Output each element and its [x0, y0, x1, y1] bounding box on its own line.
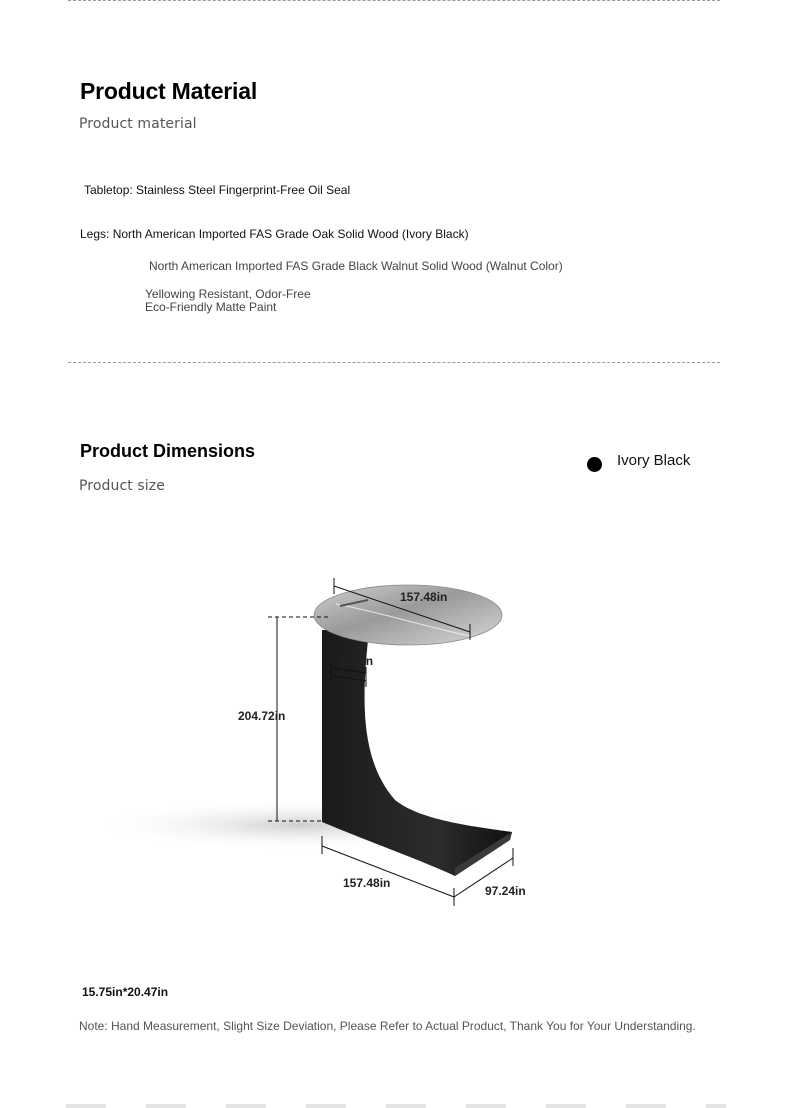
material-subtitle: Product material: [79, 116, 197, 132]
paint-spec-line1: Yellowing Resistant, Odor-Free: [145, 287, 311, 301]
legs-spec: Legs: North American Imported FAS Grade Oak Solid Wood (Ivory Black): [80, 227, 469, 241]
paint-spec-line2: Eco-Friendly Matte Paint: [145, 300, 277, 314]
bottom-strip: [66, 1104, 726, 1108]
material-title: Product Material: [80, 78, 258, 104]
dim-top-diameter: 157.48in: [400, 590, 448, 604]
dim-thickness: 2.36in: [339, 654, 374, 668]
legs-alt-spec: North American Imported FAS Grade Black Walnut Solid Wood (Walnut Color): [149, 259, 563, 273]
dim-height: 204.72in: [238, 709, 286, 723]
color-swatch-label: Ivory Black: [617, 452, 691, 469]
measurement-note: Note: Hand Measurement, Slight Size Deviation, Please Refer to Actual Product, Thank You for Your Understanding.: [79, 1019, 696, 1033]
dim-base-width: 97.24in: [485, 884, 526, 898]
dimensions-subtitle: Product size: [79, 478, 165, 494]
tabletop-spec: Tabletop: Stainless Steel Fingerprint-Free Oil Seal: [84, 183, 351, 197]
dimensions-title: Product Dimensions: [80, 441, 256, 461]
dim-base-length: 157.48in: [343, 876, 391, 890]
overall-size: 15.75in*20.47in: [82, 985, 169, 999]
